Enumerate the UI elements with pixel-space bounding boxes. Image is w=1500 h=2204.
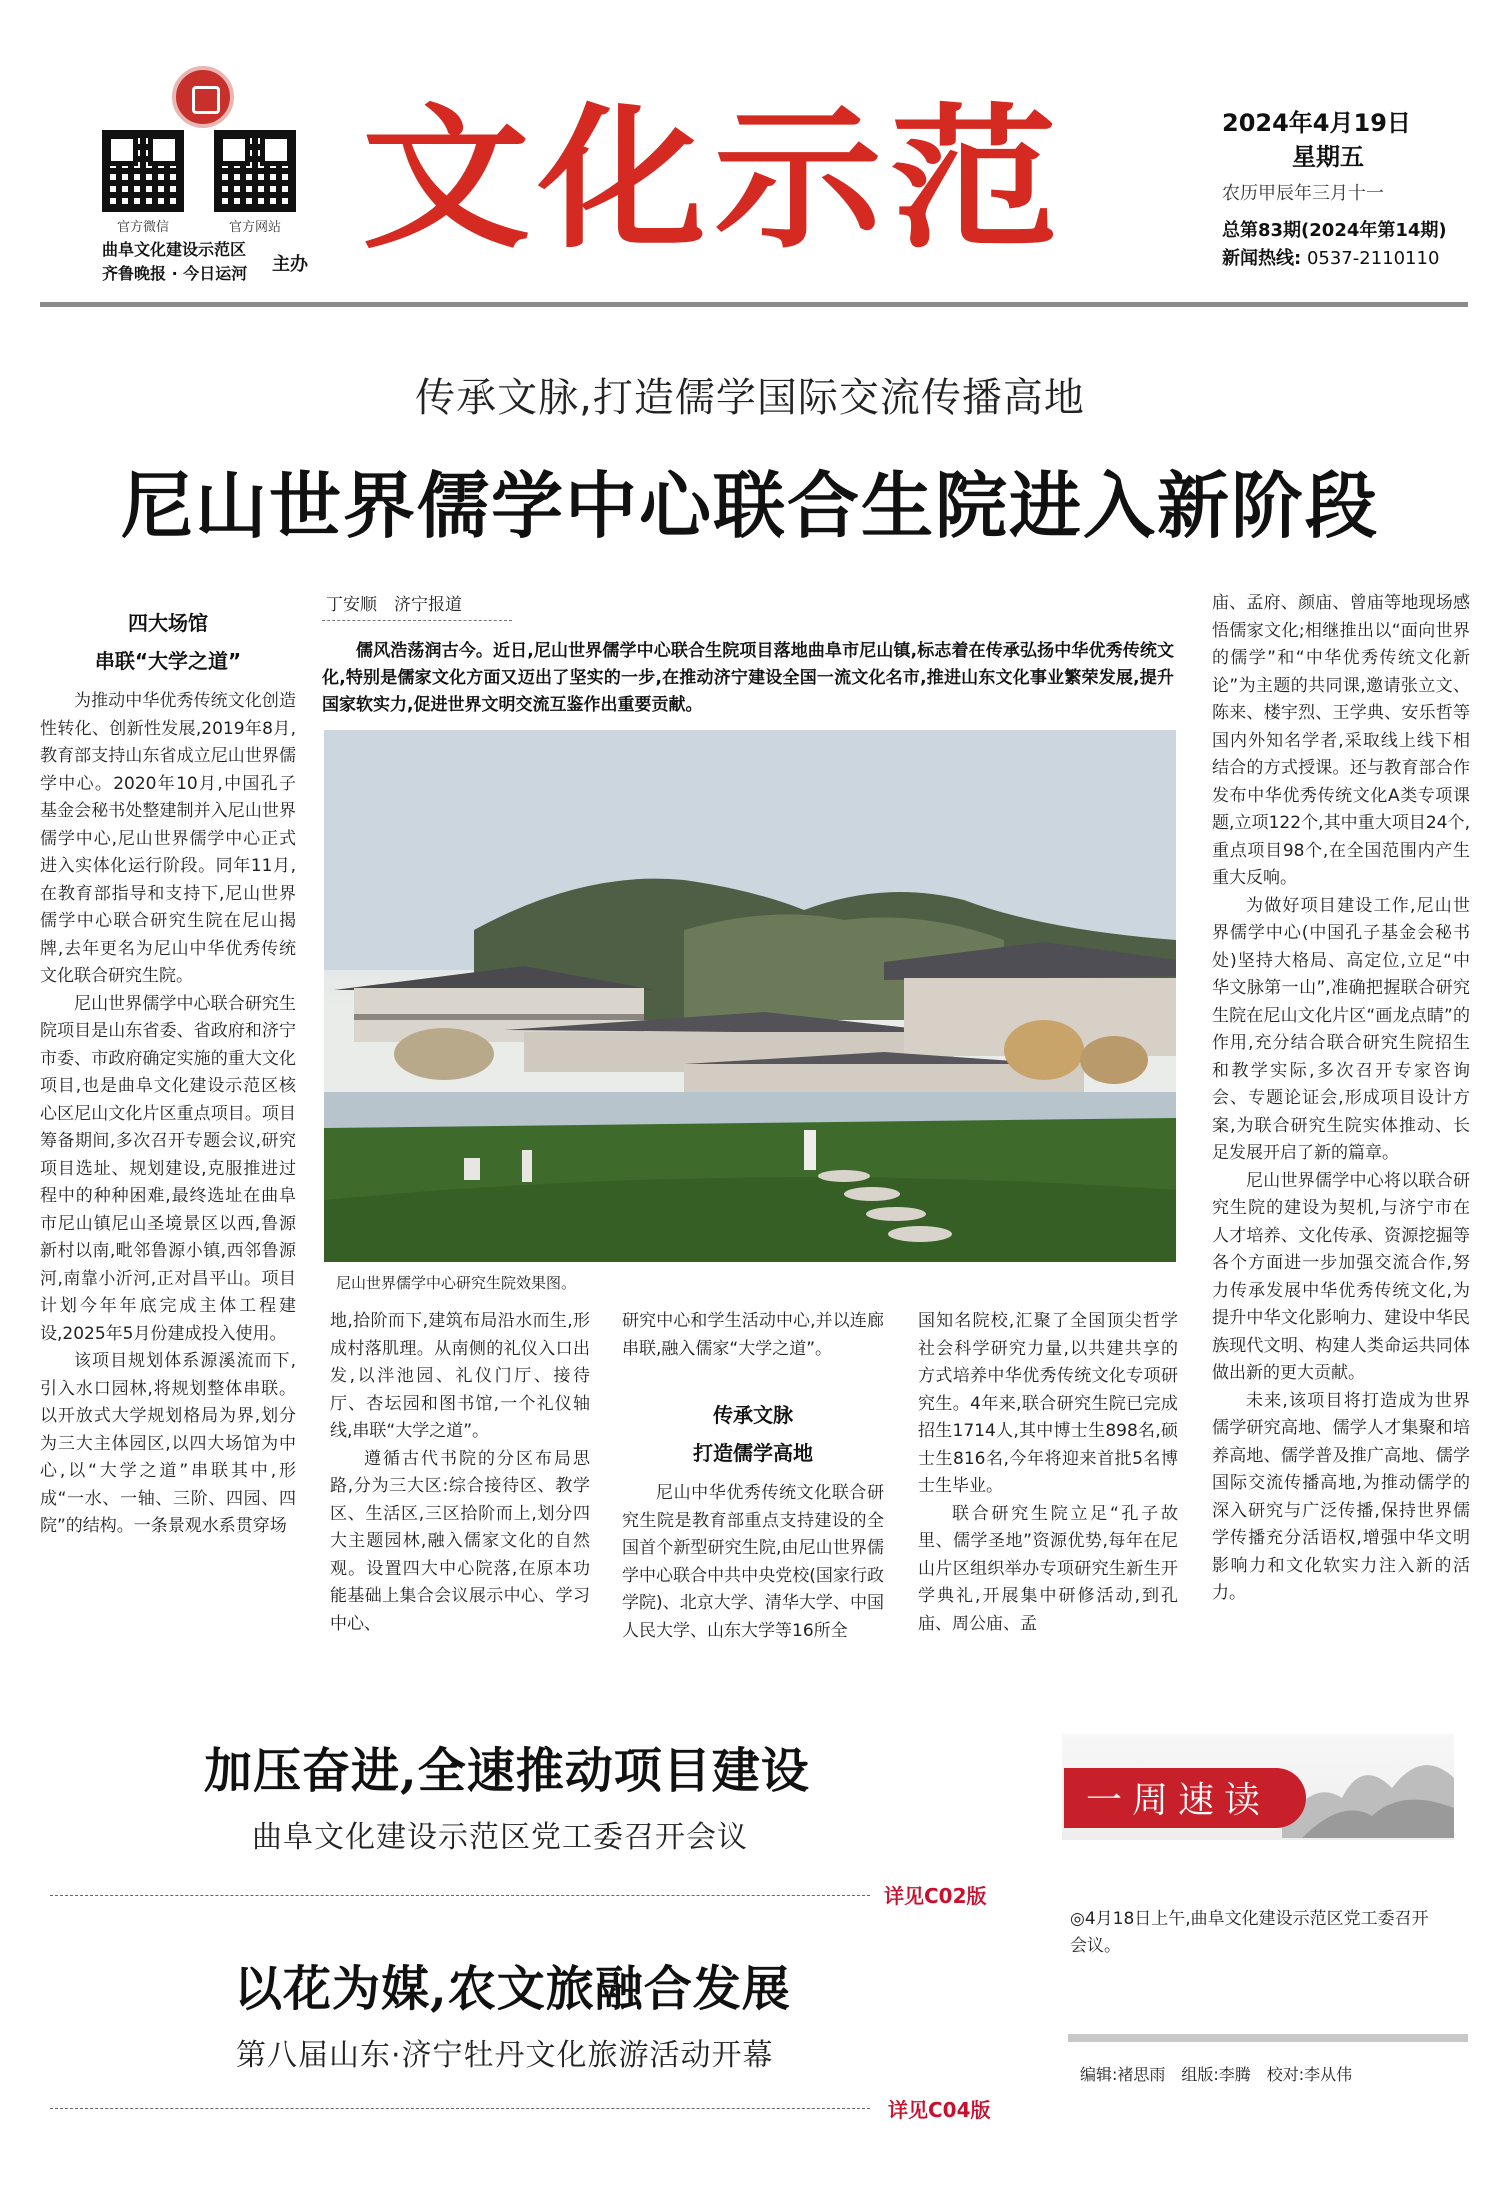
rendering-photo — [324, 730, 1176, 1262]
brief-2-rule — [50, 2108, 870, 2109]
brief-1-subhead: 曲阜文化建设示范区党工委召开会议 — [252, 1820, 748, 1855]
hotline-label: 新闻热线: — [1222, 248, 1302, 269]
col4-paragraph: 联合研究生院立足“孔子故里、儒学圣地”资源优势,每年在尼山片区组织举办专项研究生新生开学典礼,开展集中研修活动,到孔庙、周公庙、孟 — [918, 1503, 1178, 1634]
col1-paragraph: 为推动中华优秀传统文化创造性转化、创新性发展,2019年8月,教育部支持山东省成立尼山世界儒学中心。2020年10月,中国孔子基金会秘书处整建制并入尼山世界儒学中心,尼山世界儒学中心正式进入实体化运行阶段。同年11月,在教育部指导和支持下,尼山世界儒学中心联合研究生院在尼山揭牌,去年更名为尼山中华优秀传统文化联合研究生院。 — [40, 691, 296, 986]
see-more-link[interactable]: 详见C04版 — [888, 2098, 991, 2122]
lead-headline: 尼山世界儒学中心联合生院进入新阶段 — [120, 463, 1379, 548]
col3-subhead-line1: 传承文脉 — [713, 1403, 793, 1427]
qr-label-website: 官方网站 — [228, 220, 281, 235]
col4-paragraph: 国知名院校,汇聚了全国顶尖哲学社会科学研究力量,以共建共享的方式培养中华优秀传统文化专项研究生。4年来,联合研究生院已完成招生1714人,其中博士生898名,硕士生816名,今年将迎来首批5名博士生毕业。 — [918, 1311, 1178, 1496]
col2-paragraph: 遵循古代书院的分区布局思路,分为三大区:综合接待区、教学区、生活区,三区拾阶而上,划分四大主题园林,融入儒家文化的自然观。设置四大中心院落,在原本功能基础上集合会议展示中心、学习中心、 — [330, 1448, 590, 1634]
qr-code-icon[interactable] — [214, 130, 296, 212]
issue-number: 总第83期(2024年第14期) — [1222, 220, 1447, 241]
brief-1-rule — [50, 1895, 870, 1896]
qr-label-wechat: 官方微信 — [116, 220, 169, 235]
brief-2-headline: 以花为媒,农文旅融合发展 — [234, 1961, 791, 2017]
issue-date: 2024年4月19日 — [1222, 109, 1411, 137]
brief-2-subhead: 第八届山东·济宁牡丹文化旅游活动开幕 — [236, 2038, 774, 2073]
col1-paragraph: 尼山世界儒学中心联合研究生院项目是山东省委、省政府和济宁市委、市政府确定实施的重大文化项目,也是曲阜文化建设示范区核心区尼山文化片区重点项目。项目筹备期间,多次召开专题会议,研究项目选址、规划建设,克服推进过程中的种种困难,最终选址在曲阜市尼山镇尼山圣境景区以西,鲁源新村以南,毗邻鲁源小镇,西邻鲁源河,南靠小沂河,正对昌平山。项目计划今年年底完成主体工程建设,2025年5月份建成投入使用。 — [40, 993, 296, 1344]
byline-rule — [322, 620, 512, 621]
byline: 丁安顺 济宁报道 — [326, 595, 462, 615]
col2-paragraph: 地,拾阶而下,建筑布局沿水而生,形成村落肌理。从南侧的礼仪入口出发,以泮池园、礼仪门厅、接待厅、杏坛园和图书馆,一个礼仪轴线,串联“大学之道”。 — [330, 1311, 590, 1441]
weekly-note: ◎4月18日上午,曲阜文化建设示范区党工委召开会议。 — [1070, 1909, 1429, 1956]
photo-caption: 尼山世界儒学中心研究生院效果图。 — [336, 1274, 577, 1292]
weekly-read-banner — [1062, 1734, 1454, 1840]
col5-paragraph: 庙、孟府、颜庙、曾庙等地现场感悟儒家文化;相继推出以“面向世界的儒学”和“中华优秀传统文化新论”为主题的共同课,邀请张立文、陈来、楼宇烈、王学典、安乐哲等国内外知名学者,采取线上线下相结合的方式授课。还与教育部合作发布中华优秀传统文化A类专项课题,立项122个,其中重大项目24个,重点项目98个,在全国范围内产生重大反响。 — [1212, 593, 1470, 888]
lede-paragraph: 儒风浩荡润古今。近日,尼山世界儒学中心联合生院项目落地曲阜市尼山镇,标志着在传承弘扬中华优秀传统文化,特别是儒家文化方面又迈出了坚实的一步,在推动济宁建设全国一流文化名市,推进山东文化事业繁荣发展,提升国家软实力,促进世界文明交流互鉴作出重要贡献。 — [322, 641, 1174, 715]
col3-paragraph: 研究中心和学生活动中心,并以连廊串联,融入儒家“大学之道”。 — [622, 1311, 884, 1359]
col1-subhead-line2: 串联“大学之道” — [94, 649, 242, 673]
col2-body — [330, 1308, 590, 1638]
col1-body — [40, 688, 296, 1541]
col1-subhead — [40, 604, 296, 680]
lunar-date: 农历甲辰年三月十一 — [1222, 183, 1384, 204]
qr-code-icon[interactable] — [102, 130, 184, 212]
host-line-2: 齐鲁晚报 · 今日运河 — [102, 264, 248, 283]
see-more-link[interactable]: 详见C02版 — [884, 1884, 987, 1908]
col4-body — [918, 1308, 1178, 1638]
date-block — [1222, 106, 1462, 272]
mountain-ink-icon — [1282, 1738, 1454, 1838]
lead-kicker: 传承文脉,打造儒学国际交流传播高地 — [415, 375, 1085, 421]
news-hotline — [1222, 246, 1462, 272]
col3-body-2 — [622, 1480, 884, 1645]
col5-paragraph: 未来,该项目将打造成为世界儒学研究高地、儒学人才集聚和培养高地、儒学普及推广高地、儒学国际交流传播高地,为推动儒学的深入研究与广泛传播,保持世界儒学传播充分活语权,增强中华文明影响力和文化软实力注入新的活力。 — [1212, 1390, 1470, 1603]
editor-credits: 编辑:褚思雨 组版:李腾 校对:李从伟 — [1080, 2065, 1353, 2084]
col3-paragraph: 尼山中华优秀传统文化联合研究生院是教育部重点支持建设的全国首个新型研究生院,由尼山世界儒学中心联合中共中央党校(国家行政学院)、北京大学、清华大学、中国人民大学、山东大学等16所全 — [622, 1483, 884, 1641]
col1-subhead-line1: 四大场馆 — [128, 611, 208, 635]
brief-1-headline: 加压奋进,全速推动项目建设 — [204, 1743, 810, 1799]
hotline-number: 0537-2110110 — [1306, 248, 1440, 269]
col1-paragraph: 该项目规划体系源溪流而下,引入水口园林,将规划整体串联。以开放式大学规划格局为界,划分为三大主体园区,以四大场馆为中心,以“大学之道”串联其中,形成“一水、一轴、三阶、四园、四院”的结构。一条景观水系贯穿场 — [40, 1351, 296, 1536]
host-line-1: 曲阜文化建设示范区 — [102, 240, 247, 259]
col5-paragraph: 尼山世界儒学中心将以联合研究生院的建设为契机,与济宁市在人才培养、文化传承、资源挖掘等各个方面进一步加强交流合作,努力传承发展中华优秀传统文化,为提升中华文化影响力、建设中华民族现代文明、构建人类命运共同体做出新的更大贡献。 — [1212, 1170, 1470, 1383]
col3-subhead — [622, 1396, 884, 1472]
footer-divider — [1068, 2034, 1468, 2042]
host-tag: 主办 — [272, 254, 308, 275]
weekly-banner-text: 一周速读 — [1086, 1780, 1271, 1821]
col5-body — [1212, 590, 1470, 1608]
masthead-title: 文化示范 — [362, 89, 1066, 270]
col3-body — [622, 1308, 884, 1363]
weekly-banner-ribbon — [1064, 1768, 1306, 1828]
masthead-divider — [40, 302, 1468, 307]
col5-paragraph: 为做好项目建设工作,尼山世界儒学中心(中国孔子基金会秘书处)坚持大格局、高定位,立足“中华文脉第一山”,准确把握联合研究生院在尼山文化片区“画龙点睛”的作用,充分结合联合研究生院招生和教学实际,多次召开专家咨询会、专题论证会,形成项目设计方案,为联合研究生院实体推动、长足发展开启了新的篇章。 — [1212, 895, 1470, 1163]
seal-logo-icon — [172, 66, 234, 128]
issue-weekday: 星期五 — [1292, 143, 1364, 171]
col3-subhead-line2: 打造儒学高地 — [693, 1441, 813, 1465]
